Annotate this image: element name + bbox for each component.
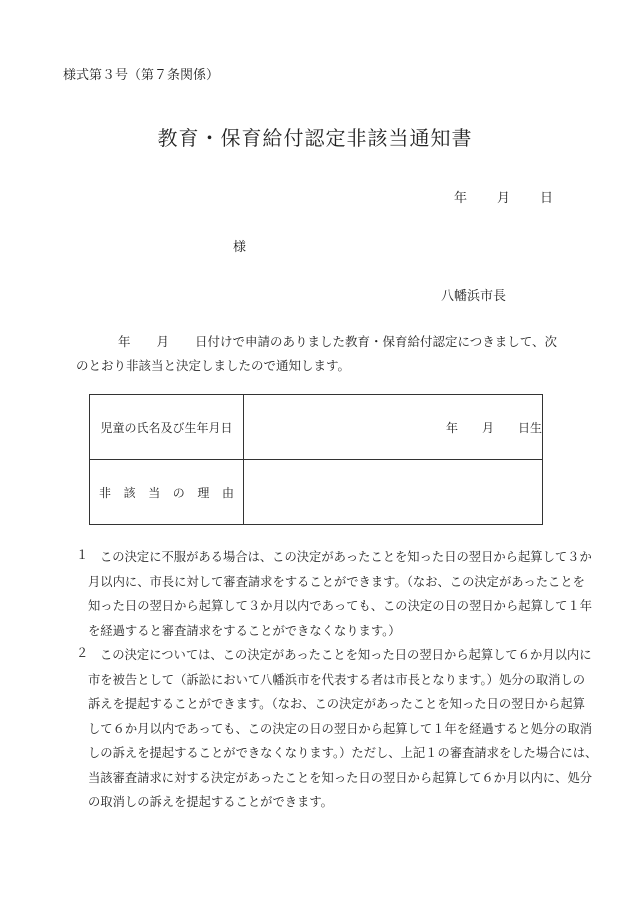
reason-char: 由 <box>221 485 234 500</box>
reason-char: 該 <box>123 485 136 500</box>
issuer-name: 八幡浜市長 <box>441 289 507 304</box>
child-birthdate-field <box>244 395 543 460</box>
reason-char: 理 <box>197 485 210 500</box>
note-line: 当該審査請求に対する決定があったことを知った日の翌日から起算して６か月以内に、処分 <box>88 770 593 785</box>
info-table <box>89 394 543 525</box>
note-line: しの訴えを提起することができなくなります。）ただし、上記１の審査請求をした場合には、 <box>88 746 598 760</box>
reason-char: 当 <box>148 485 161 500</box>
table-row-child <box>90 395 543 460</box>
reason-char: の <box>172 485 185 500</box>
reason-field <box>244 460 543 525</box>
note-line: 知った日の翌日から起算して３か月以内であっても、この決定の日の翌日から起算して１年 <box>88 599 593 613</box>
form-number: 様式第３号（第７条関係） <box>63 68 220 83</box>
intro-month-label: 月 <box>156 334 170 349</box>
birth-year-label: 年 <box>445 420 458 435</box>
intro-line-1-text: 日付けで申請のありました教育・保育給付認定につきまして、次 <box>195 334 558 349</box>
reason-label <box>90 484 243 501</box>
note-line: して６か月以内であっても、この決定の日の翌日から起算して１年を経過すると処分の取消 <box>88 721 593 736</box>
note-line: 月以内に、市長に対して審査請求をすることができます。（なお、この決定があったことを <box>88 574 585 589</box>
notes-section <box>76 545 598 815</box>
birth-day-label: 日生 <box>517 420 542 435</box>
birth-month-label: 月 <box>481 420 494 435</box>
reason-label-cell <box>90 460 244 525</box>
issue-date-year-label: 年 <box>454 191 468 206</box>
note-line: 市を被告として（訴訟において八幡浜市を代表する者は市長となります。）処分の取消しの <box>88 672 586 687</box>
note-item <box>76 545 593 643</box>
recipient-suffix: 様 <box>233 240 247 255</box>
note-line: この決定については、この決定があったことを知った日の翌日から起算して６か月以内に <box>100 648 592 662</box>
intro-year-label: 年 <box>118 334 131 349</box>
intro-line-1 <box>76 330 568 354</box>
reason-char: 非 <box>99 485 112 500</box>
document-title: 教育・保育給付認定非該当通知書 <box>157 126 473 150</box>
note-line: の取消しの訴えを提起することができます。 <box>88 795 333 809</box>
table-row-reason <box>90 460 543 525</box>
child-name-birthdate-label: 児童の氏名及び生年月日 <box>90 395 244 460</box>
issue-date-month-label: 月 <box>497 191 511 206</box>
note-line: 訴えを提起することができます。（なお、この決定があったことを知った日の翌日から起算 <box>88 697 585 711</box>
issue-date-day-label: 日 <box>540 191 554 206</box>
intro-paragraph <box>76 330 568 378</box>
note-item <box>76 643 598 815</box>
note-line: を経過すると審査請求をすることができなくなります。） <box>88 623 401 638</box>
note-line: この決定に不服がある場合は、この決定があったことを知った日の翌日から起算して３か <box>100 550 592 564</box>
note-number: １ <box>76 548 89 562</box>
intro-line-2: のとおり非該当と決定しましたので通知します。 <box>76 358 351 373</box>
note-number: ２ <box>76 646 89 660</box>
